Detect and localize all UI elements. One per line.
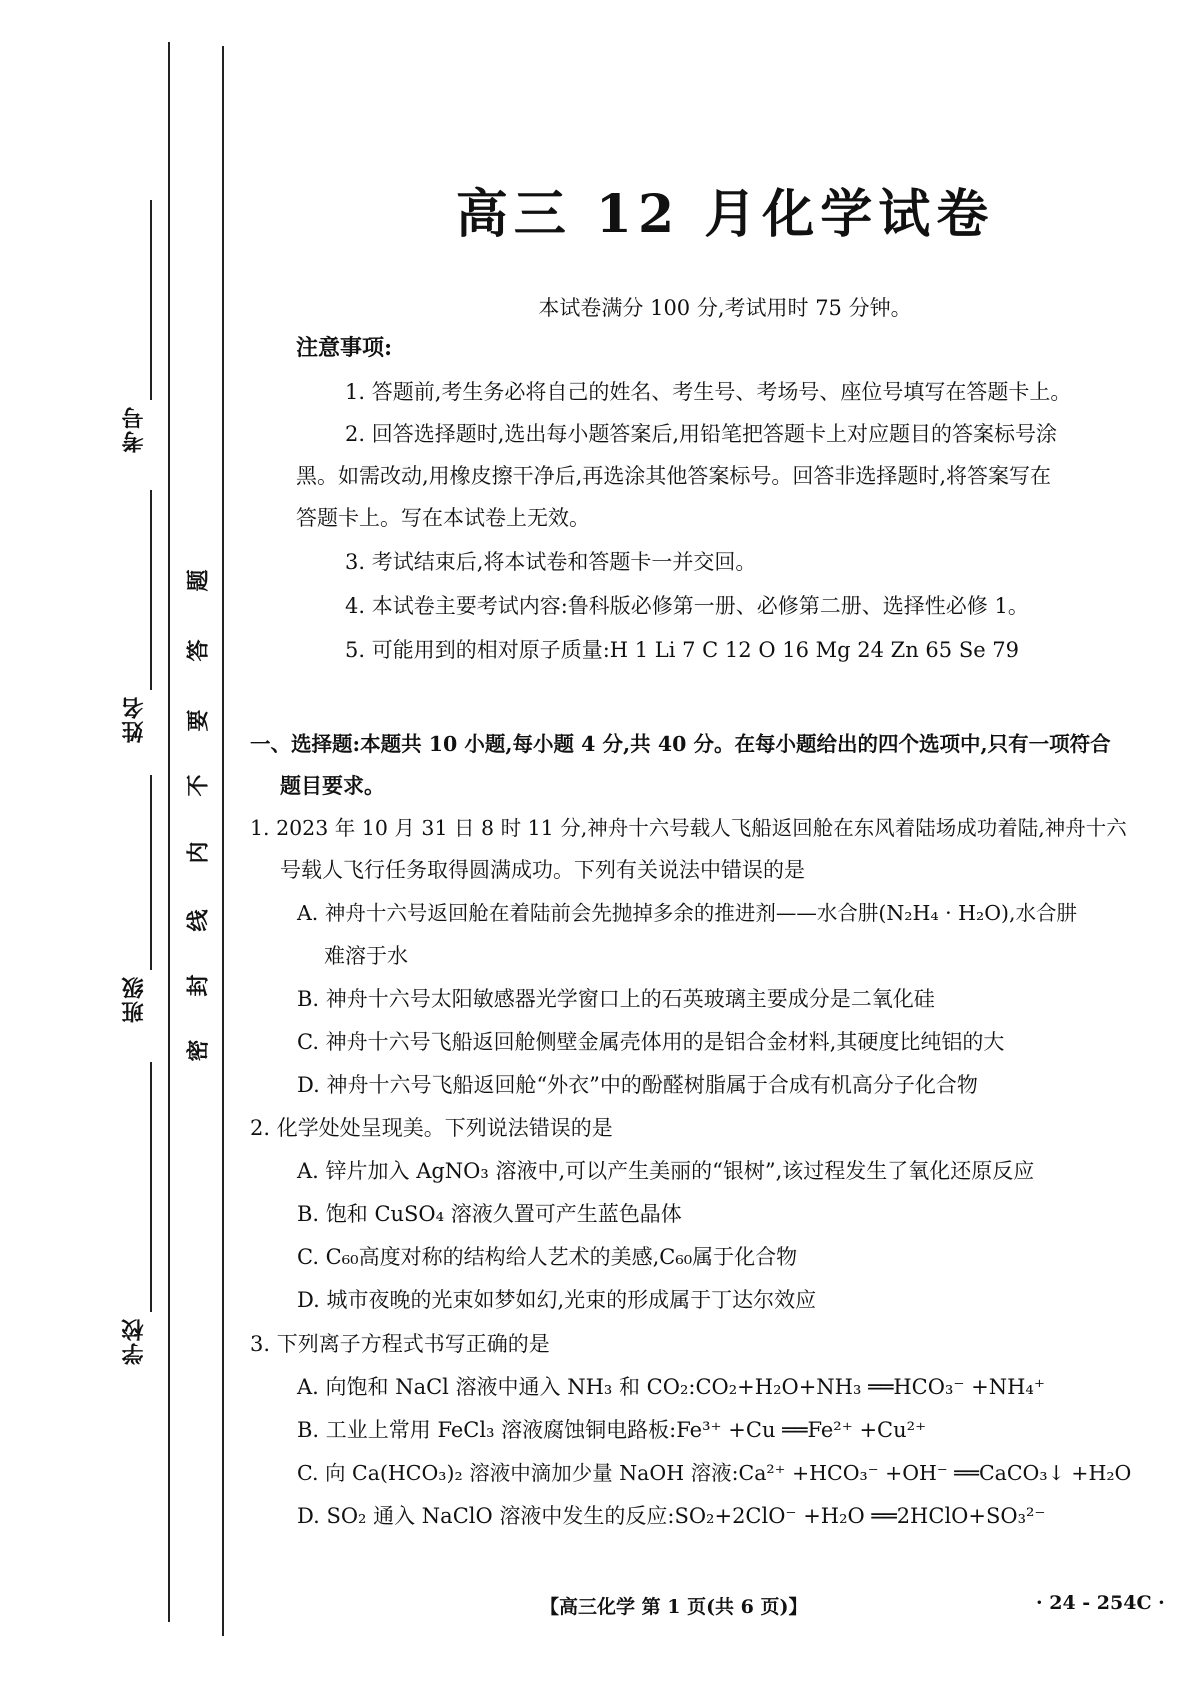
note-line: 5. 可能用到的相对原子质量:H 1 Li 7 C 12 O 16 Mg 24 Zn 65 Se 79 bbox=[345, 638, 1020, 662]
seal-char: 内 bbox=[185, 841, 212, 864]
binding-line-inner bbox=[222, 46, 224, 1636]
note-line: 4. 本试卷主要考试内容:鲁科版必修第一册、必修第二册、选择性必修 1。 bbox=[345, 594, 1029, 618]
class-blank[interactable] bbox=[150, 775, 152, 970]
note-line: 1. 答题前,考生务必将自己的姓名、考生号、考场号、座位号填写在答题卡上。 bbox=[345, 380, 1072, 404]
class-label: 班级 bbox=[121, 975, 147, 1023]
note-line: 2. 回答选择题时,选出每小题答案后,用铅笔把答题卡上对应题目的答案标号涂 bbox=[345, 422, 1058, 446]
question-2-option-d: D. 城市夜晚的光束如梦如幻,光束的形成属于丁达尔效应 bbox=[297, 1288, 817, 1312]
question-3-option-a: A. 向饱和 NaCl 溶液中通入 NH₃ 和 CO₂:CO₂+H₂O+NH₃ ══HCO₃⁻ +NH₄⁺ bbox=[297, 1375, 1045, 1399]
seal-char: 题 bbox=[185, 569, 212, 592]
school-field[interactable] bbox=[118, 1062, 158, 1382]
class-field[interactable] bbox=[118, 775, 158, 1035]
seal-char: 线 bbox=[185, 909, 212, 932]
question-1-option-a-cont: 难溶于水 bbox=[324, 944, 408, 968]
question-2-option-c: C. C₆₀高度对称的结构给人艺术的美感,C₆₀属于化合物 bbox=[297, 1245, 798, 1269]
question-1-option-b: B. 神舟十六号太阳敏感器光学窗口上的石英玻璃主要成分是二氧化硅 bbox=[297, 987, 935, 1011]
question-3-stem: 3. 下列离子方程式书写正确的是 bbox=[250, 1332, 550, 1356]
question-1-option-a: A. 神舟十六号返回舱在着陆前会先抛掉多余的推进剂——水合肼(N₂H₄ · H₂O),水合肼 bbox=[297, 901, 1078, 925]
question-2-option-b: B. 饱和 CuSO₄ 溶液久置可产生蓝色晶体 bbox=[297, 1202, 682, 1226]
question-1-stem-cont: 号载人飞行任务取得圆满成功。下列有关说法中错误的是 bbox=[280, 858, 805, 882]
paper-code: · 24 - 254C · bbox=[1036, 1592, 1165, 1614]
school-blank[interactable] bbox=[150, 1062, 152, 1312]
school-label: 学校 bbox=[121, 1317, 147, 1365]
notes-heading: 注意事项: bbox=[296, 335, 393, 361]
seal-char: 答 bbox=[185, 639, 212, 662]
name-blank[interactable] bbox=[150, 490, 152, 690]
section-heading-cont: 题目要求。 bbox=[280, 773, 385, 798]
seal-line-notice bbox=[182, 565, 212, 1095]
seal-char: 密 bbox=[185, 1039, 212, 1062]
page-footer: 【高三化学 第 1 页(共 6 页)】 bbox=[540, 1596, 808, 1618]
question-1-stem: 1. 2023 年 10 月 31 日 8 时 11 分,神舟十六号载人飞船返回舱在东风着陆场成功着陆,神舟十六 bbox=[250, 816, 1127, 840]
note-line: 黑。如需改动,用橡皮擦干净后,再选涂其他答案标号。回答非选择题时,将答案写在 bbox=[296, 464, 1052, 488]
seal-char: 封 bbox=[185, 974, 212, 997]
note-line: 答题卡上。写在本试卷上无效。 bbox=[296, 506, 590, 530]
note-line: 3. 考试结束后,将本试卷和答题卡一并交回。 bbox=[345, 550, 757, 574]
exam-number-field[interactable] bbox=[118, 200, 158, 470]
question-3-option-d: D. SO₂ 通入 NaClO 溶液中发生的反应:SO₂+2ClO⁻ +H₂O ══2HClO+SO₃²⁻ bbox=[297, 1504, 1046, 1528]
question-1-option-c: C. 神舟十六号飞船返回舱侧壁金属壳体用的是铝合金材料,其硬度比纯铝的大 bbox=[297, 1030, 1005, 1054]
name-field[interactable] bbox=[118, 490, 158, 760]
seal-char: 要 bbox=[185, 709, 212, 732]
question-3-option-b: B. 工业上常用 FeCl₃ 溶液腐蚀铜电路板:Fe³⁺ +Cu ══Fe²⁺ +Cu²⁺ bbox=[297, 1418, 927, 1442]
page-title: 高三 12 月化学试卷 bbox=[455, 184, 995, 245]
question-2-stem: 2. 化学处处呈现美。下列说法错误的是 bbox=[250, 1116, 613, 1140]
exam-number-blank[interactable] bbox=[150, 200, 152, 400]
name-label: 姓名 bbox=[121, 695, 147, 743]
binding-line-outer bbox=[168, 42, 170, 1622]
question-1-option-d: D. 神舟十六号飞船返回舱“外衣”中的酚醛树脂属于合成有机高分子化合物 bbox=[297, 1073, 978, 1097]
section-heading: 一、选择题:本题共 10 小题,每小题 4 分,共 40 分。在每小题给出的四个选项中,只有一项符合 bbox=[250, 732, 1111, 756]
question-3-option-c: C. 向 Ca(HCO₃)₂ 溶液中滴加少量 NaOH 溶液:Ca²⁺ +HCO₃⁻ +OH⁻ ══CaCO₃↓ +H₂O bbox=[297, 1461, 1132, 1485]
exam-info: 本试卷满分 100 分,考试用时 75 分钟。 bbox=[538, 296, 912, 320]
exam-number-label: 考号 bbox=[121, 405, 147, 453]
question-2-option-a: A. 锌片加入 AgNO₃ 溶液中,可以产生美丽的“银树”,该过程发生了氧化还原反应 bbox=[297, 1159, 1035, 1183]
seal-char: 不 bbox=[185, 774, 212, 797]
